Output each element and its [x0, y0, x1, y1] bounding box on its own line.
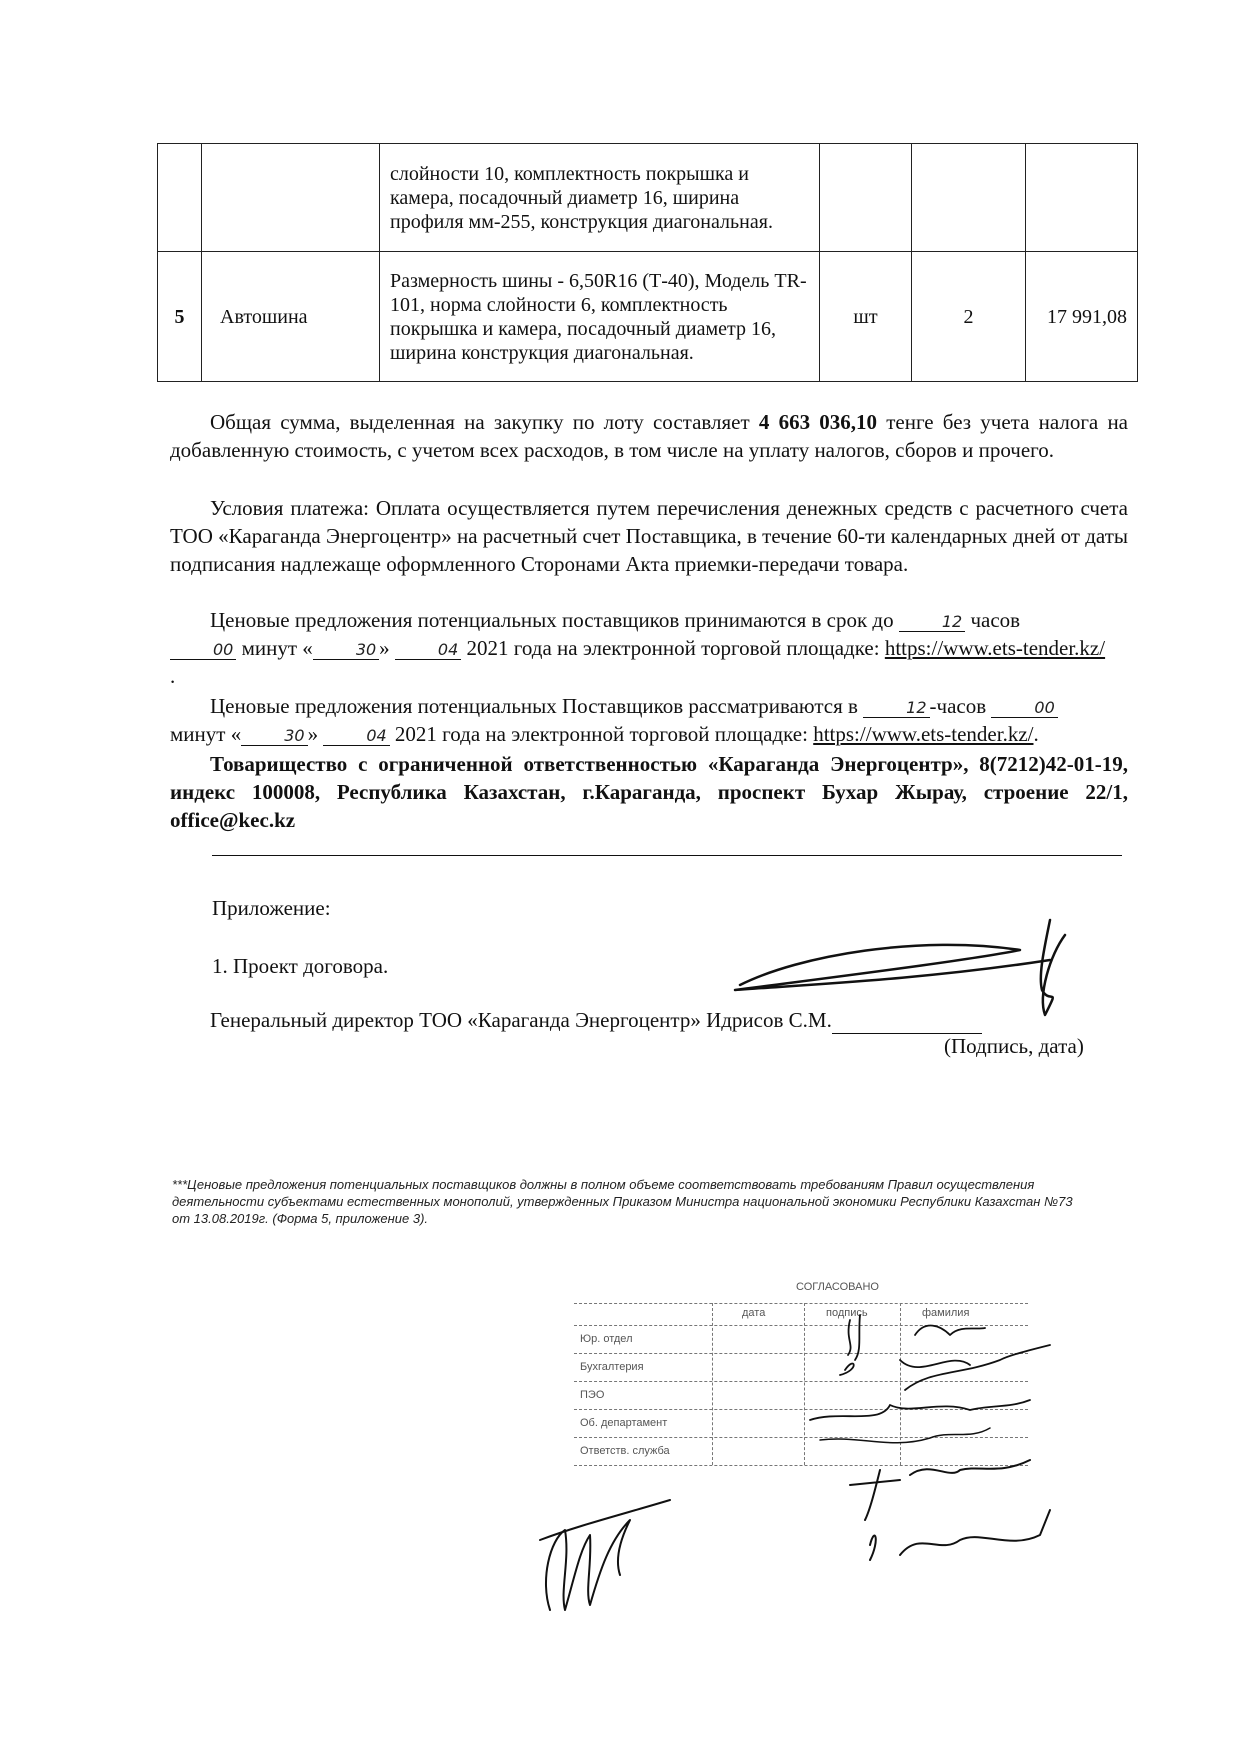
separator-line — [212, 855, 1122, 856]
row-unit: шт — [820, 252, 912, 382]
total-prefix: Общая сумма, выделенная на закупку по лоту составляет — [210, 410, 759, 434]
handwritten-hour: 12 — [899, 613, 965, 632]
handwritten-month: 04 — [323, 727, 389, 746]
offers-reviewed-text: » — [307, 722, 324, 746]
row-number — [158, 144, 202, 252]
approval-signatures-bottom — [840, 1450, 1070, 1570]
row-item-name — [202, 144, 380, 252]
handwritten-minutes: 00 — [991, 699, 1057, 718]
offers-accepted-text: » — [379, 636, 395, 660]
left-signature — [520, 1480, 690, 1630]
offers-accepted-text: Ценовые предложения потенциальных поставщиков принимаются в срок до — [210, 608, 899, 632]
row-item-name: Автошина — [202, 252, 380, 382]
offers-accepted-text: часов — [965, 608, 1021, 632]
offers-reviewed-text: Ценовые предложения потенциальных Поставщиков рассматриваются в — [210, 694, 864, 718]
row-price — [1026, 144, 1138, 252]
offers-reviewed-text: 2021 года на электронной торговой площадке: — [389, 722, 814, 746]
table-row — [158, 252, 1138, 382]
signatory-name: Генеральный директор ТОО «Караганда Энергоцентр» Идрисов С.М. — [210, 1008, 832, 1032]
offers-accepted-text: 2021 года на электронной торговой площадке: — [461, 636, 885, 660]
appendix-title: Приложение: — [212, 896, 331, 920]
offers-reviewed-text: -часов — [929, 694, 992, 718]
ets-tender-link[interactable]: https://www.ets-tender.kz/ — [884, 636, 1106, 660]
handwritten-minutes: 00 — [170, 641, 236, 660]
row-number: 5 — [158, 252, 202, 382]
director-signature — [720, 915, 1080, 1025]
stamp-column-date: дата — [742, 1307, 766, 1319]
footnote: ***Ценовые предложения потенциальных поставщиков должны в полном объеме соответствовать требованиям Правил осуществления деятельности субъектами естественных монополий, утвержденных Приказом Министра национальной экономики Республики Казахстан №73 от 13.08.2019г. (Форма 5, приложение 3). — [172, 1177, 1073, 1226]
stamp-row-label: ПЭО — [580, 1389, 605, 1401]
stray-dot: . — [170, 664, 176, 688]
appendix-item: 1. Проект договора. — [212, 954, 389, 978]
row-unit — [820, 144, 912, 252]
row-description: Размерность шины - 6,50R16 (Т-40), Модель TR-101, норма слойности 6, комплектность покрышка и камера, посадочный диаметр 16, ширина конструкция диагональная. — [380, 252, 820, 382]
ets-tender-link[interactable]: https://www.ets-tender.kz/ — [813, 722, 1034, 746]
total-paragraph — [170, 408, 1128, 464]
company-info: Товарищество с ограниченной ответственностью «Караганда Энергоцентр», 8(7212)42-01-19, индекс 100008, Республика Казахстан, г.Караганда, проспект Бухар Жырау, строение 22/1, office@kec.kz — [170, 752, 1128, 832]
signature-caption: (Подпись, дата) — [944, 1034, 1084, 1058]
row-description: слойности 10, комплектность покрышка и камера, посадочный диаметр 16, ширина профиля мм-255, конструкция диагональная. — [380, 144, 820, 252]
table-row — [158, 144, 1138, 252]
stamp-header: СОГЛАСОВАНО — [796, 1281, 879, 1293]
period: . — [1033, 722, 1039, 746]
handwritten-day: 30 — [313, 641, 379, 660]
handwritten-hour: 12 — [863, 699, 929, 718]
total-suffix: тенге без учета налога на добавленную стоимость, с учетом всех расходов, в том числе на уплату налогов, сборов и прочего. — [170, 410, 1129, 462]
row-price: 17 991,08 — [1026, 252, 1138, 382]
total-amount: 4 663 036,10 — [758, 410, 878, 434]
stamp-column-signature: подпись — [826, 1307, 868, 1319]
row-quantity: 2 — [912, 252, 1026, 382]
stamp-row-label: Бухгалтерия — [580, 1361, 644, 1373]
handwritten-month: 04 — [395, 641, 461, 660]
stamp-row-label: Юр. отдел — [580, 1333, 633, 1345]
approval-signatures — [800, 1300, 1060, 1460]
offers-reviewed-text: минут « — [170, 722, 242, 746]
items-table — [157, 143, 1138, 382]
stamp-column-surname: фамилия — [922, 1307, 970, 1319]
payment-terms-paragraph: Условия платежа: Оплата осуществляется путем перечисления денежных средств с расчетного счета ТОО «Караганда Энергоцентр» на расчетный счет Поставщика, в течение 60-ти календарных дней от даты подписания надлежаще оформленного Сторонами Акта приемки-передачи товара. — [170, 496, 1128, 576]
offers-accepted-paragraph — [170, 606, 1128, 690]
row-quantity — [912, 144, 1026, 252]
stamp-row-label: Об. департамент — [580, 1417, 668, 1429]
handwritten-day: 30 — [241, 727, 307, 746]
offers-accepted-text: минут « — [236, 636, 313, 660]
stamp-row-label: Ответств. служба — [580, 1445, 670, 1457]
offers-reviewed-paragraph — [170, 692, 1128, 748]
